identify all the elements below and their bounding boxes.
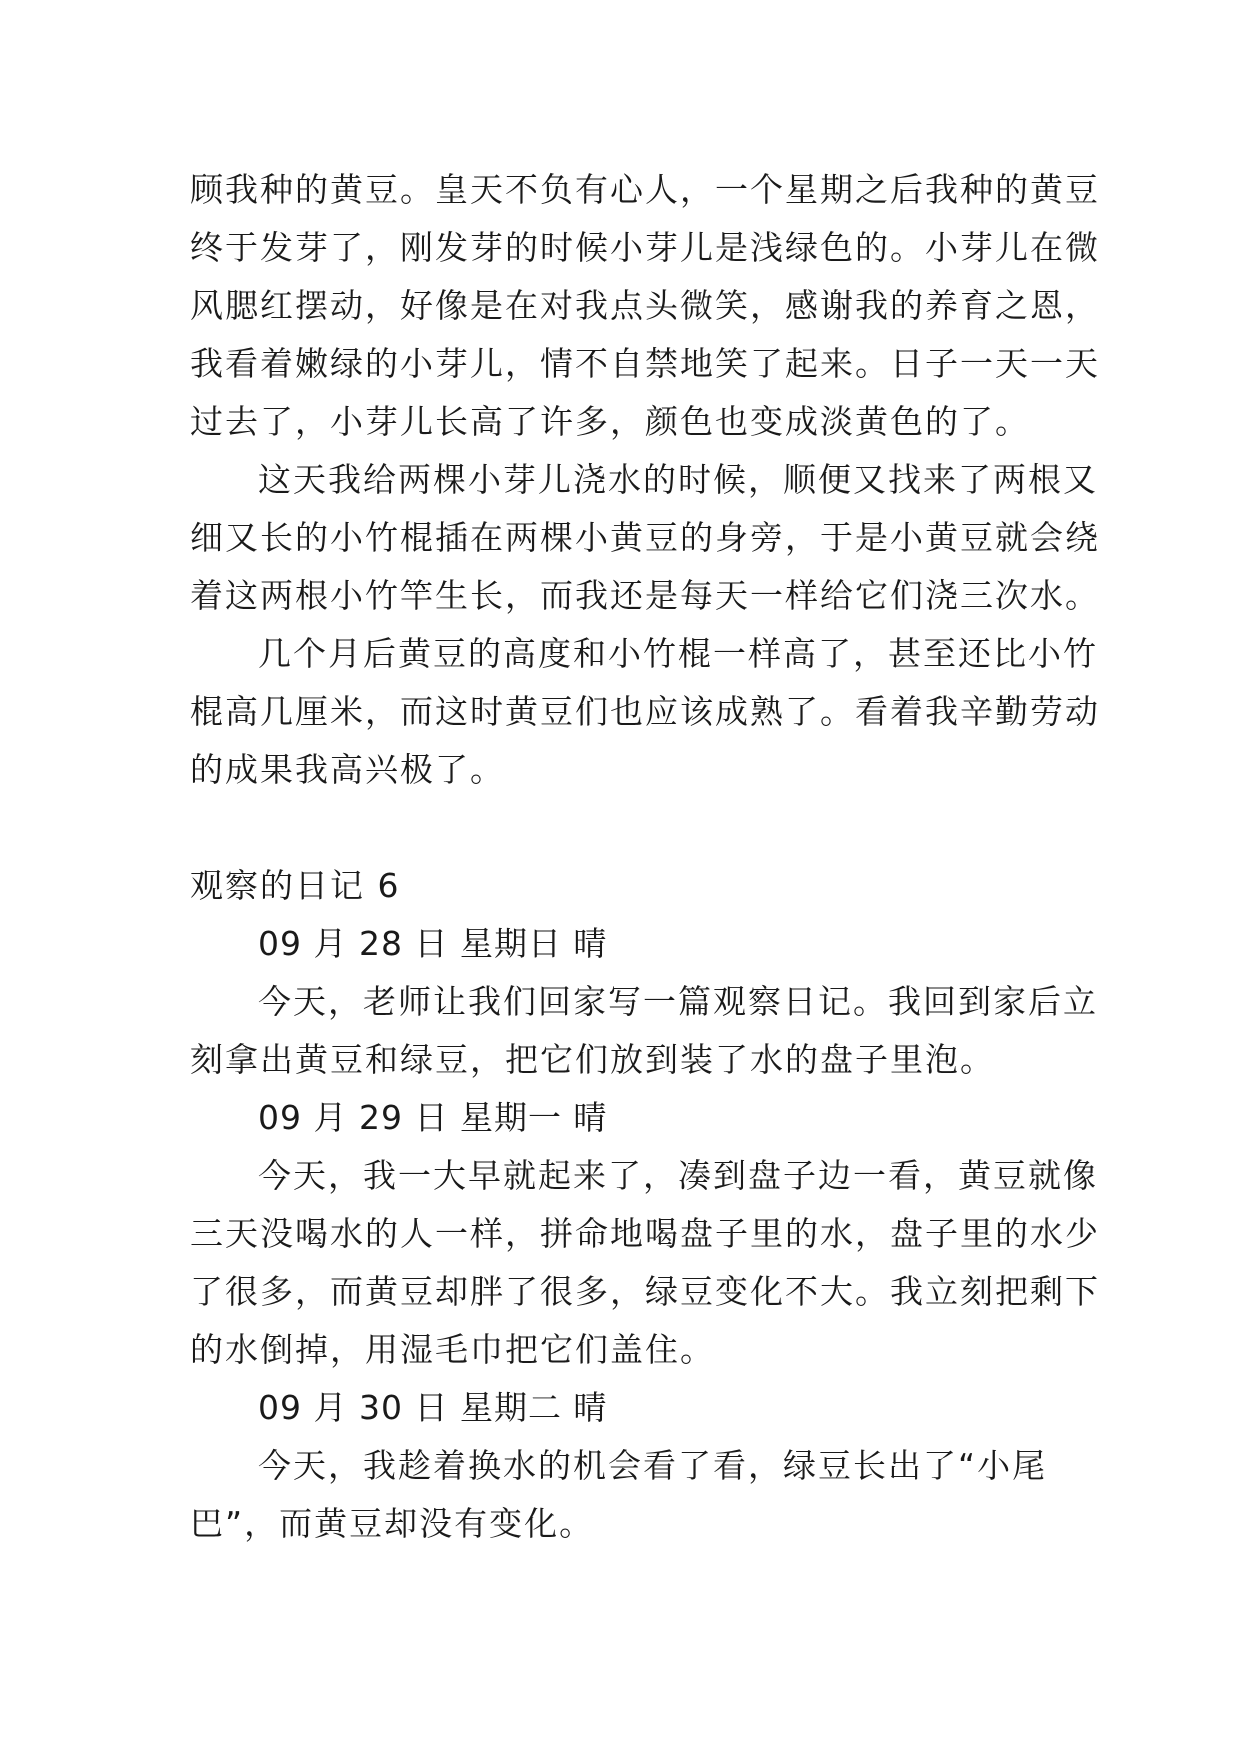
paragraph-line: 了很多，而黄豆却胖了很多，绿豆变化不大。我立刻把剩下 [190, 1272, 1100, 1311]
diary-date: 09 月 30 日 星期二 晴 [258, 1388, 608, 1427]
paragraph-line: 风腮红摆动，好像是在对我点头微笑，感谢我的养育之恩， [190, 286, 1100, 325]
paragraph-line: 刻拿出黄豆和绿豆，把它们放到装了水的盘子里泡。 [190, 1040, 995, 1079]
diary-date: 09 月 28 日 星期日 晴 [258, 924, 608, 963]
paragraph-line: 今天，我一大早就起来了，凑到盘子边一看，黄豆就像 [258, 1156, 1098, 1195]
paragraph-line: 今天，我趁着换水的机会看了看，绿豆长出了“小尾 [258, 1446, 1048, 1485]
paragraph-line: 巴”，而黄豆却没有变化。 [190, 1504, 595, 1543]
diary-date: 09 月 29 日 星期一 晴 [258, 1098, 608, 1137]
paragraph-line: 过去了，小芽儿长高了许多，颜色也变成淡黄色的了。 [190, 402, 1030, 441]
paragraph-line: 顾我种的黄豆。皇天不负有心人，一个星期之后我种的黄豆 [190, 170, 1100, 209]
paragraph-line: 棍高几厘米，而这时黄豆们也应该成熟了。看着我辛勤劳动 [190, 692, 1100, 731]
paragraph-line: 这天我给两棵小芽儿浇水的时候，顺便又找来了两根又 [258, 460, 1098, 499]
paragraph-line: 着这两根小竹竿生长，而我还是每天一样给它们浇三次水。 [190, 576, 1100, 615]
paragraph-line: 终于发芽了，刚发芽的时候小芽儿是浅绿色的。小芽儿在微 [190, 228, 1100, 267]
section-title: 观察的日记 6 [190, 866, 401, 905]
paragraph-line: 我看着嫩绿的小芽儿，情不自禁地笑了起来。日子一天一天 [190, 344, 1100, 383]
paragraph-line: 今天，老师让我们回家写一篇观察日记。我回到家后立 [258, 982, 1098, 1021]
paragraph-line: 的水倒掉，用湿毛巾把它们盖住。 [190, 1330, 715, 1369]
paragraph-line: 的成果我高兴极了。 [190, 750, 505, 789]
paragraph-line: 三天没喝水的人一样，拼命地喝盘子里的水，盘子里的水少 [190, 1214, 1100, 1253]
paragraph-line: 几个月后黄豆的高度和小竹棍一样高了，甚至还比小竹 [258, 634, 1098, 673]
paragraph-line: 细又长的小竹棍插在两棵小黄豆的身旁，于是小黄豆就会绕 [190, 518, 1100, 557]
